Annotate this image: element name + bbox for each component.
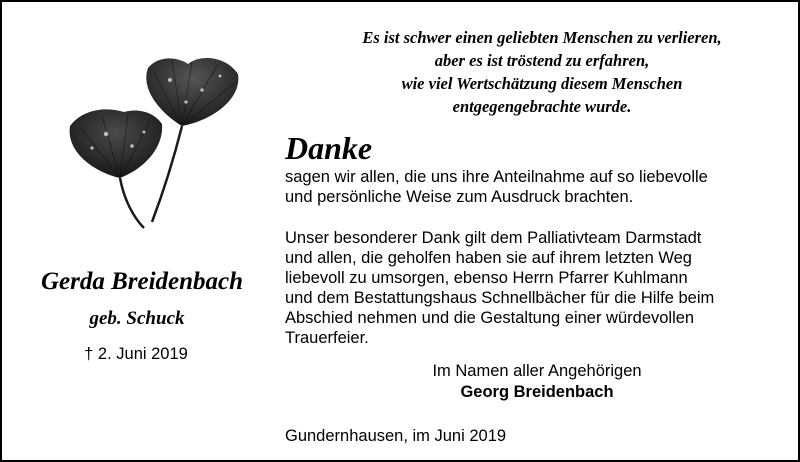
text-line: und allen, die geholfen haben sie auf ihrem letzten Weg [285, 249, 692, 267]
text-line: liebevoll zu umsorgen, ebenso Herrn Pfarrer Kuhlmann [285, 269, 688, 287]
text-line: und persönliche Weise zum Ausdruck brachten. [285, 188, 634, 206]
signer-name: Georg Breidenbach [460, 383, 614, 401]
text-line: und dem Bestattungshaus Schnellbächer für die Hilfe beim [285, 289, 715, 307]
quote-line: Es ist schwer einen geliebten Menschen zu verlieren, [362, 28, 722, 47]
maiden-name: geb. Schuck [89, 308, 185, 329]
place-and-date: Gundernhausen, im Juni 2019 [285, 427, 507, 445]
text-line: Abschied nehmen und die Gestaltung einer würdevollen [285, 309, 695, 327]
condolence-quote [282, 26, 800, 118]
text-line: Unser besonderer Dank gilt dem Palliativteam Darmstadt [285, 229, 702, 247]
quote-line: aber es ist tröstend zu erfahren, [434, 51, 650, 70]
quote-line: entgegengebrachte wurde. [452, 97, 632, 116]
thanks-text [285, 167, 795, 348]
deceased-name: Gerda Breidenbach [40, 268, 244, 295]
thanks-heading: Danke [285, 130, 373, 166]
death-date: † 2. Juni 2019 [84, 345, 188, 363]
quote-line: wie viel Wertschätzung diesem Menschen [401, 74, 683, 93]
text-line: Trauerfeier. [285, 329, 369, 347]
text-line: sagen wir allen, die uns ihre Anteilnahme auf so liebevolle [285, 168, 708, 186]
paragraph-spacer [285, 207, 795, 228]
ginkgo-leaves-icon [42, 50, 262, 240]
signature-block [402, 361, 672, 403]
signature-intro: Im Namen aller Angehörigen [432, 362, 642, 380]
